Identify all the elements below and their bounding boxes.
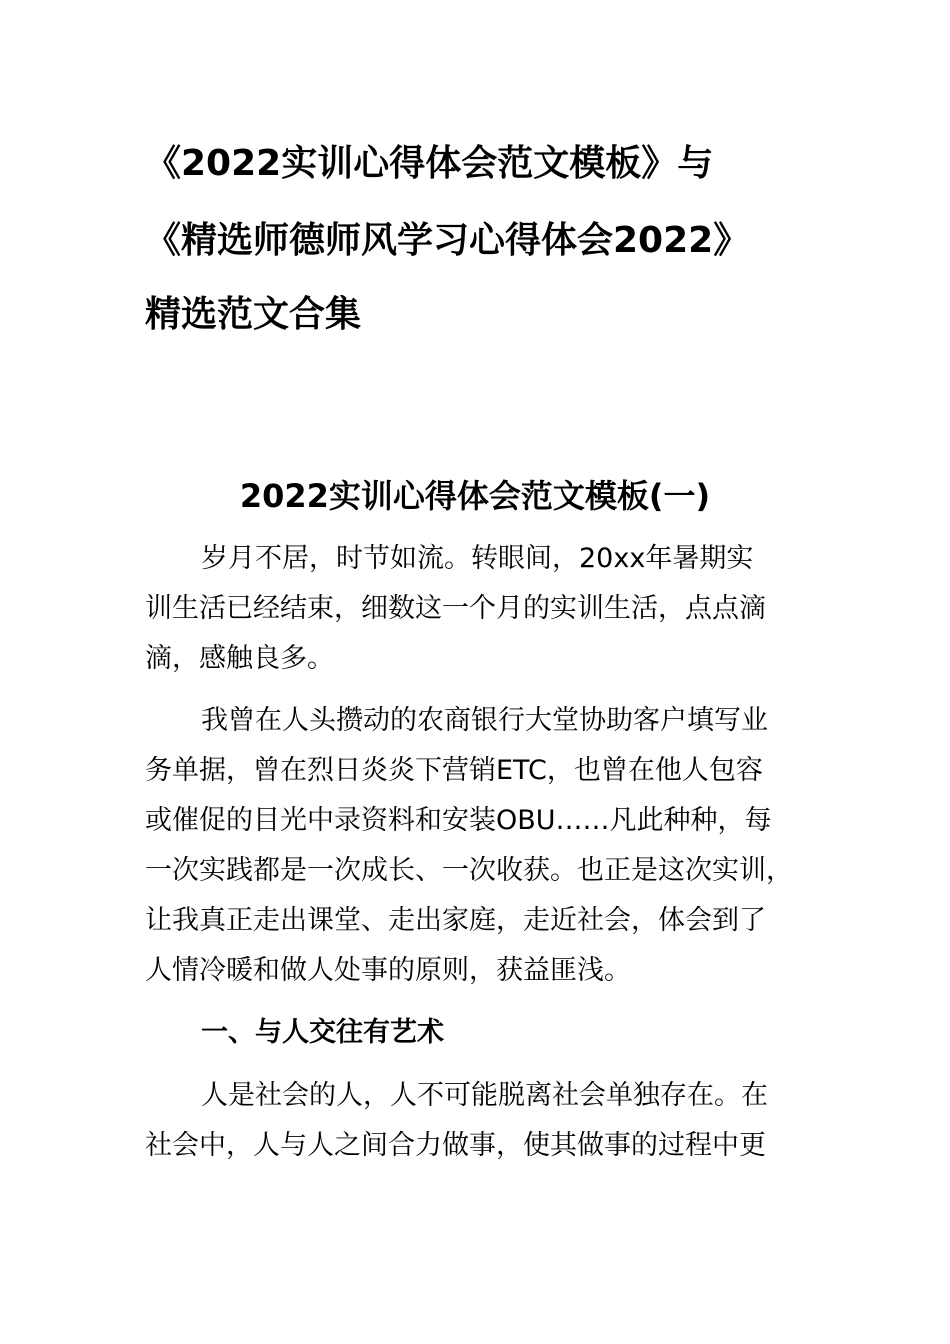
document-title-line-3: 精选范文合集 [145,294,362,335]
paragraph-2-line-2: 务单据，曾在烈日炎炎下营销ETC，也曾在他人包容 [145,755,763,786]
heading-1: 一、与人交往有艺术 [201,1017,444,1048]
document-title-line-2: 《精选师德师风学习心得体会2022》 [145,220,750,261]
paragraph-3-line-1: 人是社会的人，人不可能脱离社会单独存在。在 [201,1080,768,1111]
paragraph-2-line-1: 我曾在人头攒动的农商银行大堂协助客户填写业 [201,705,768,736]
document-title-line-1: 《2022实训心得体会范文模板》与 [145,143,714,184]
paragraph-1-line-2: 训生活已经结束，细数这一个月的实训生活，点点滴 [145,593,766,624]
paragraph-3-line-2: 社会中，人与人之间合力做事，使其做事的过程中更 [145,1130,766,1161]
paragraph-2-line-3: 或催促的目光中录资料和安装OBU……凡此种种，每 [145,805,772,836]
section-title: 2022实训心得体会范文模板(一) [239,477,711,515]
paragraph-1-line-1: 岁月不居，时节如流。转眼间，20xx年暑期实 [201,543,754,574]
paragraph-2-line-6: 人情冷暖和做人处事的原则，获益匪浅。 [145,955,631,986]
paragraph-1-line-3: 滴，感触良多。 [145,643,334,674]
paragraph-2-line-4: 一次实践都是一次成长、一次收获。也正是这次实训， [145,855,793,886]
paragraph-2-line-5: 让我真正走出课堂、走出家庭，走近社会，体会到了 [145,905,766,936]
